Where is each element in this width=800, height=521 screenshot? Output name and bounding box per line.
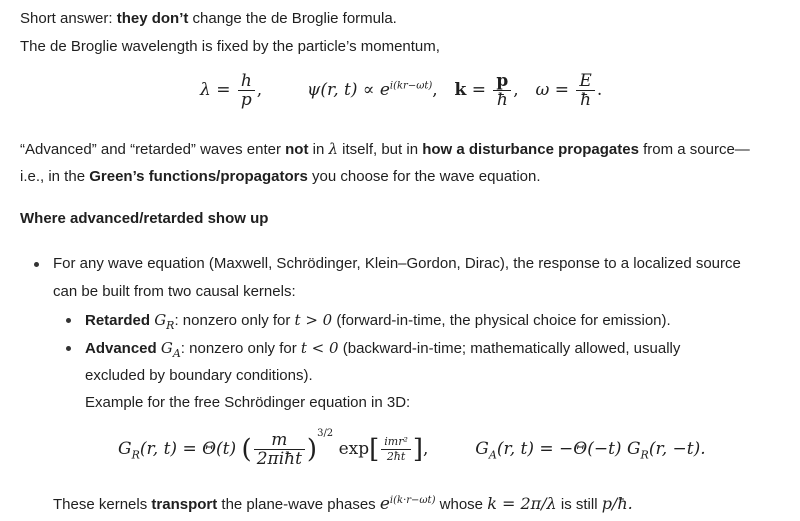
comma: , bbox=[423, 439, 429, 459]
psi-exponent: i(kr−ωt) bbox=[389, 80, 433, 92]
p-over-hbar-fraction bbox=[493, 72, 511, 109]
intro-emphasis: they don’t bbox=[116, 10, 189, 27]
green-function-symbol: G bbox=[160, 339, 173, 357]
comma: , bbox=[513, 80, 519, 100]
equation-text: (r, t) = Θ(t) bbox=[139, 439, 237, 459]
lambda-symbol: λ bbox=[328, 140, 338, 158]
example-line bbox=[85, 393, 410, 413]
greens-functions-line bbox=[20, 167, 541, 187]
list-item-retarded bbox=[85, 310, 671, 336]
green-function-symbol: G bbox=[118, 439, 132, 459]
equals-sign: = bbox=[554, 80, 569, 100]
closing-line bbox=[53, 491, 633, 515]
subscript: A bbox=[172, 347, 181, 360]
equals-sign: = bbox=[471, 80, 486, 100]
paragraph-text: These kernels bbox=[53, 496, 152, 513]
intro-line bbox=[20, 9, 397, 29]
mass-fraction bbox=[254, 431, 305, 468]
bullet-dot bbox=[66, 346, 71, 351]
subscript: R bbox=[640, 448, 649, 462]
exponent-fraction bbox=[381, 435, 411, 464]
de-broglie-text: The de Broglie wavelength is fixed by the particle’s momentum, bbox=[20, 38, 440, 55]
list-item-continued bbox=[53, 282, 296, 302]
comma: , bbox=[432, 80, 438, 100]
intro-text: Short answer: bbox=[20, 10, 117, 27]
paragraph-text: from a source— bbox=[638, 141, 750, 158]
list-text: Example for the free Schrödinger equation in 3D: bbox=[85, 394, 411, 411]
lambda-symbol: λ bbox=[200, 80, 211, 100]
paragraph-text: i.e., in the bbox=[20, 168, 90, 185]
de-broglie-line bbox=[20, 37, 440, 57]
wavenumber-relation: k = 2π/λ bbox=[487, 494, 557, 513]
exp-function: exp bbox=[338, 439, 370, 459]
advanced-label: Advanced bbox=[85, 340, 161, 357]
emphasis-transport: transport bbox=[151, 496, 218, 513]
hbar-symbol: ħ bbox=[496, 90, 508, 110]
paragraph-text: you choose for the wave equation. bbox=[307, 168, 541, 185]
section-heading: Where advanced/retarded show up bbox=[20, 210, 269, 227]
list-text: : nonzero only for bbox=[180, 340, 301, 357]
paragraph-text: itself, but in bbox=[338, 141, 423, 158]
bullet-dot bbox=[66, 318, 71, 323]
retarded-label: Retarded bbox=[85, 312, 155, 329]
numerator: imr² bbox=[381, 435, 411, 450]
e-over-hbar-fraction bbox=[576, 72, 594, 109]
phase-exponent: i(k·r−ωt) bbox=[389, 495, 436, 506]
p-symbol: p bbox=[240, 90, 252, 110]
list-text: (backward-in-time; mathematically allowed, usually bbox=[338, 340, 681, 357]
energy-symbol: E bbox=[576, 72, 594, 91]
subscript: A bbox=[488, 448, 497, 462]
psi-expression: ψ(r, t) ∝ e bbox=[307, 80, 390, 100]
mass-symbol: m bbox=[254, 431, 305, 450]
power: 3/2 bbox=[317, 428, 334, 439]
hbar-symbol: ħ bbox=[580, 90, 592, 110]
paragraph-text: in bbox=[308, 141, 329, 158]
de-broglie-equation: λ = $\frac{h}{p}$ , ψ(r, $t) \propto e^{i(kr-\omega t)}$, k = $\frac{p}{ħ}$ , ω = $\frac{E}{ħ}$ . bbox=[200, 71, 603, 110]
list-text: For any wave equation (Maxwell, Schrödinger, Klein–Gordon, Dirac), the response to a localized source bbox=[53, 255, 741, 272]
k-vector: k bbox=[454, 80, 467, 100]
intro-text-end: change the de Broglie formula. bbox=[188, 10, 397, 27]
equation-text: (r, −t). bbox=[648, 439, 706, 459]
h-symbol: h bbox=[238, 72, 255, 91]
paragraph-text: “Advanced” and “retarded” waves enter bbox=[20, 141, 286, 158]
time-condition: t > 0 bbox=[294, 311, 333, 329]
list-item-advanced bbox=[85, 338, 680, 364]
denominator: 2ħt bbox=[386, 450, 406, 463]
advanced-retarded-line bbox=[20, 139, 750, 160]
list-text: : nonzero only for bbox=[174, 312, 295, 329]
denominator: 2πiħt bbox=[256, 449, 302, 469]
subscript: R bbox=[166, 319, 175, 332]
comma: , bbox=[256, 80, 263, 100]
emphasis-greens: Green’s functions/propagators bbox=[89, 168, 308, 185]
equation-text: (r, t) = −Θ(−t) G bbox=[496, 439, 641, 459]
bullet-dot bbox=[34, 262, 39, 267]
list-item-wave-equations bbox=[53, 254, 741, 274]
p-vector: p bbox=[493, 72, 511, 91]
propagator-equation: $G_R(r$, t) = Θ(t) ( $\frac{m}{\text{2πiħt}}$ )$^{3/2}$ exp[ $\frac{\text{imr²}}{2ħt}$ ], $G_A(r$, t) = −Θ(−t) $G_R(r$, −t). bbox=[118, 428, 706, 469]
h-over-p-fraction bbox=[238, 72, 255, 109]
list-text: can be built from two causal kernels: bbox=[53, 283, 296, 300]
subscript: R bbox=[131, 448, 140, 462]
emphasis-propagation: how a disturbance propagates bbox=[422, 141, 639, 158]
omega-symbol: ω bbox=[535, 80, 550, 100]
momentum-relation: p/ħ. bbox=[601, 494, 633, 513]
paragraph-text: whose bbox=[435, 496, 488, 513]
list-text: (forward-in-time, the physical choice for emission). bbox=[332, 312, 671, 329]
list-text: excluded by boundary conditions). bbox=[85, 367, 313, 384]
exponential-base: e bbox=[379, 494, 390, 514]
green-function-symbol: G bbox=[154, 311, 167, 329]
paragraph-text: the plane-wave phases bbox=[217, 496, 380, 513]
list-item-advanced-cont bbox=[85, 366, 313, 386]
green-function-symbol: G bbox=[475, 439, 489, 459]
emphasis-not: not bbox=[285, 141, 309, 158]
time-condition: t < 0 bbox=[300, 339, 339, 357]
paragraph-text: is still bbox=[556, 496, 602, 513]
equals-sign: = bbox=[216, 80, 231, 100]
